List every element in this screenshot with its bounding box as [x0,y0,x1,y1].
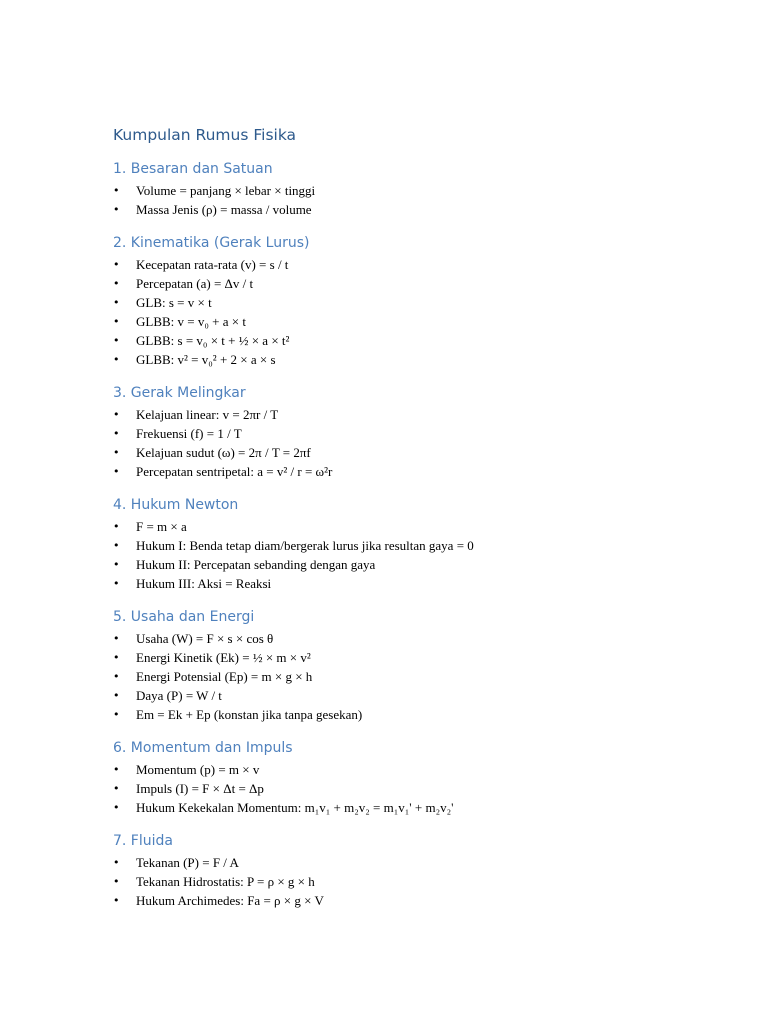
formula-text: GLBB: v = v₀ + a × t [136,314,246,329]
list-item [113,255,673,274]
list-item [113,312,673,331]
bullet-icon: • [113,277,120,290]
bullet-icon: • [113,296,120,309]
list-item [113,574,673,593]
section-heading: 5. Usaha dan Energi [113,609,255,625]
formula-text: Percepatan (a) = Δv / t [136,276,254,291]
bullet-icon: • [113,203,120,216]
bullet-icon: • [113,708,120,721]
formula-text: Energi Potensial (Ep) = m × g × h [136,669,313,684]
list-item [113,779,673,798]
formula-text: GLB: s = v × t [136,295,212,310]
formula-text: Usaha (W) = F × s × cos θ [136,631,274,646]
formula-section [113,607,673,724]
list-item [113,200,673,219]
bullet-icon: • [113,258,120,271]
bullet-icon: • [113,446,120,459]
list-item [113,760,673,779]
list-item [113,424,673,443]
formula-text: Kelajuan linear: v = 2πr / T [136,407,279,422]
formula-text: F = m × a [136,519,187,534]
list-item [113,629,673,648]
formula-text: Tekanan (P) = F / A [136,855,239,870]
section-heading: 3. Gerak Melingkar [113,385,246,401]
formula-text: Momentum (p) = m × v [136,762,260,777]
formula-text: Volume = panjang × lebar × tinggi [136,183,316,198]
list-item [113,648,673,667]
formula-text: Hukum Kekekalan Momentum: m₁v₁ + m₂v₂ = m₁v₁' + m₂v₂' [136,800,454,815]
bullet-icon: • [113,558,120,571]
bullet-icon: • [113,763,120,776]
formula-section [113,159,673,219]
bullet-icon: • [113,801,120,814]
document-body [113,124,673,924]
formula-list [113,181,673,219]
formula-text: Hukum I: Benda tetap diam/bergerak lurus jika resultan gaya = 0 [136,538,474,553]
formula-list [113,405,673,481]
list-item [113,798,673,817]
formula-text: Impuls (I) = F × Δt = Δp [136,781,264,796]
formula-section [113,738,673,817]
section-heading: 6. Momentum dan Impuls [113,740,293,756]
bullet-icon: • [113,539,120,552]
section-heading: 7. Fluida [113,833,173,849]
formula-text: Hukum II: Percepatan sebanding dengan gaya [136,557,376,572]
list-item [113,872,673,891]
list-item [113,536,673,555]
formula-text: GLBB: v² = v₀² + 2 × a × s [136,352,276,367]
formula-text: Percepatan sentripetal: a = v² / r = ω²r [136,464,333,479]
bullet-icon: • [113,577,120,590]
bullet-icon: • [113,782,120,795]
formula-text: Hukum Archimedes: Fa = ρ × g × V [136,893,324,908]
formula-text: Kelajuan sudut (ω) = 2π / T = 2πf [136,445,311,460]
bullet-icon: • [113,875,120,888]
list-item [113,443,673,462]
list-item [113,331,673,350]
bullet-icon: • [113,315,120,328]
formula-list [113,517,673,593]
list-item [113,293,673,312]
bullet-icon: • [113,184,120,197]
formula-text: Massa Jenis (ρ) = massa / volume [136,202,312,217]
bullet-icon: • [113,427,120,440]
bullet-icon: • [113,894,120,907]
formula-text: Em = Ek + Ep (konstan jika tanpa gesekan) [136,707,363,722]
bullet-icon: • [113,856,120,869]
formula-list [113,255,673,369]
bullet-icon: • [113,651,120,664]
list-item [113,181,673,200]
bullet-icon: • [113,334,120,347]
formula-text: Frekuensi (f) = 1 / T [136,426,242,441]
list-item [113,405,673,424]
list-item [113,705,673,724]
formula-list [113,760,673,817]
list-item [113,350,673,369]
sections-container [113,159,673,910]
section-heading: 1. Besaran dan Satuan [113,161,273,177]
list-item [113,686,673,705]
section-heading: 2. Kinematika (Gerak Lurus) [113,235,310,251]
formula-section [113,233,673,369]
document-title: Kumpulan Rumus Fisika [113,126,297,144]
list-item [113,517,673,536]
section-heading: 4. Hukum Newton [113,497,239,513]
bullet-icon: • [113,689,120,702]
bullet-icon: • [113,520,120,533]
bullet-icon: • [113,632,120,645]
formula-list [113,853,673,910]
formula-text: Tekanan Hidrostatis: P = ρ × g × h [136,874,315,889]
bullet-icon: • [113,670,120,683]
formula-section [113,383,673,481]
list-item [113,274,673,293]
list-item [113,462,673,481]
bullet-icon: • [113,465,120,478]
formula-text: Energi Kinetik (Ek) = ½ × m × v² [136,650,311,665]
list-item [113,891,673,910]
formula-text: Kecepatan rata-rata (v) = s / t [136,257,289,272]
formula-text: Hukum III: Aksi = Reaksi [136,576,272,591]
formula-list [113,629,673,724]
bullet-icon: • [113,408,120,421]
formula-text: Daya (P) = W / t [136,688,222,703]
formula-text: GLBB: s = v₀ × t + ½ × a × t² [136,333,290,348]
list-item [113,555,673,574]
bullet-icon: • [113,353,120,366]
list-item [113,853,673,872]
list-item [113,667,673,686]
formula-section [113,831,673,910]
formula-section [113,495,673,593]
